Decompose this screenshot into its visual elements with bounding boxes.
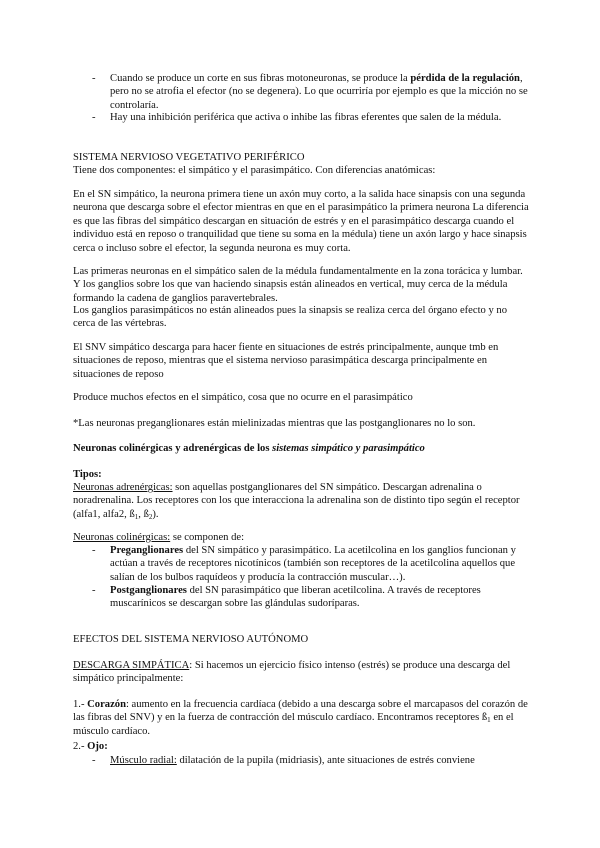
bullet-dash: - [92, 73, 96, 84]
intro-bullet-1: Cuando se produce un corte en sus fibras motoneuronas, se produce la pérdida de la regulación, pero no se atrofia el efector (no se degenera). Lo que ocurriría por ejemplo es que la micción no se controlaría. [110, 73, 528, 111]
colin-item-preganglionares: Preganglionares del SN simpático y parasimpático. La acetilcolina en los ganglios funcionan y actúan a través de receptores nicotínicos (también son receptores de la acetilcolina aquellos que salían de los bulbos raquídeos y producía la contracción muscular…). [110, 545, 516, 583]
paragraph-note-mielinizadas: *Las neuronas preganglionares están mielinizadas mientras que las postganglionares no lo son. [73, 418, 476, 429]
tipos-label: Tipos: [73, 469, 102, 480]
bullet-dash: - [92, 112, 96, 123]
item-musculo-radial: Músculo radial: dilatación de la pupila (midriasis), ante situaciones de estrés conviene [110, 755, 475, 766]
paragraph-simpatico: En el SN simpático, la neurona primera tiene un axón muy corto, a la salida hace sinapsis con una segunda neurona que descarga sobre el efector mientras en que en el parasimpático la primera neurona La diferencia es que las fibras del simpático descargan en situación de estrés y en el parasimpático descarga cuando el individuo está en reposo o tranquilidad que tiene su soma en la médula) tiene un axón largo y hace sinapsis cerca o incluso sobre el efector, la segunda neurona es muy corta. [73, 189, 529, 254]
paragraph-ganglios-parasimpaticos: Los ganglios parasimpáticos no están alineados pues la sinapsis se realiza cerca del órgano efecto y no cerca de las vértebras. [73, 305, 508, 330]
neuronas-title: Neuronas colinérgicas y adrenérgicas de los sistemas simpático y parasimpático [73, 443, 425, 454]
paragraph-efectos: Produce muchos efectos en el simpático, cosa que no ocurre en el parasimpático [73, 392, 413, 403]
section-heading-efectos: EFECTOS DEL SISTEMA NERVIOSO AUTÓNOMO [73, 634, 309, 645]
item-corazon: 1.- Corazón: aumento en la frecuencia cardíaca (debido a una descarga sobre el marcapasos del corazón de las fibras del SNV) y en la fuerza de contracción del músculo cardíaco. Encontramos receptores $ß_1$ en el músculo cardíaco. [73, 699, 528, 737]
bullet-dash: - [92, 585, 96, 596]
bullet-dash: - [92, 755, 96, 766]
bullet-dash: - [92, 545, 96, 556]
item-ojo: 2.- Ojo: [73, 741, 108, 752]
paragraph-primeras-neuronas: Las primeras neuronas en el simpático salen de la médula fundamentalmente en la zona torácica y lumbar. Y los ganglios sobre los que van haciendo sinapsis están alineados en vertical, muy cerca de la médula formando la cadena de ganglios paravertebrales. [73, 266, 523, 304]
paragraph-descarga-simpatica: DESCARGA SIMPÁTICA: Si hacemos un ejercicio físico intenso (estrés) se produce una descarga del simpático principalmente: [73, 660, 511, 685]
paragraph-snv-simpatico: El SNV simpático descarga para hacer fiente en situaciones de estrés principalmente, aunque tmb en situaciones de reposo, mientras que el sistema nervioso parasimpática descarga principalmente en situaciones de reposo [73, 342, 499, 380]
section-heading-snvp: SISTEMA NERVIOSO VEGETATIVO PERIFÉRICO [73, 152, 305, 163]
paragraph-adrenergicas: Neuronas adrenérgicas: son aquellas postganglionares del SN simpático. Descargan adrenalina o noradrenalina. Los receptores con los que interacciona la adrenalina son de distinto tipo según el receptor (alfa1, alfa2, $ß_1$, $ß_2$). [73, 482, 520, 521]
intro-bullet-2: Hay una inhibición periférica que activa o inhibe las fibras eferentes que salen de la médula. [110, 112, 502, 123]
section-subheading: Tiene dos componentes: el simpático y el parasimpático. Con diferencias anatómicas: [73, 165, 436, 176]
paragraph-colinergicas: Neuronas colinérgicas: se componen de: [73, 532, 245, 543]
colin-item-postganglionares: Postganglionares del SN parasimpático que liberan acetilcolina. A través de receptores muscarínicos se descargan sobre las glándulas sudoríparas. [110, 585, 481, 610]
